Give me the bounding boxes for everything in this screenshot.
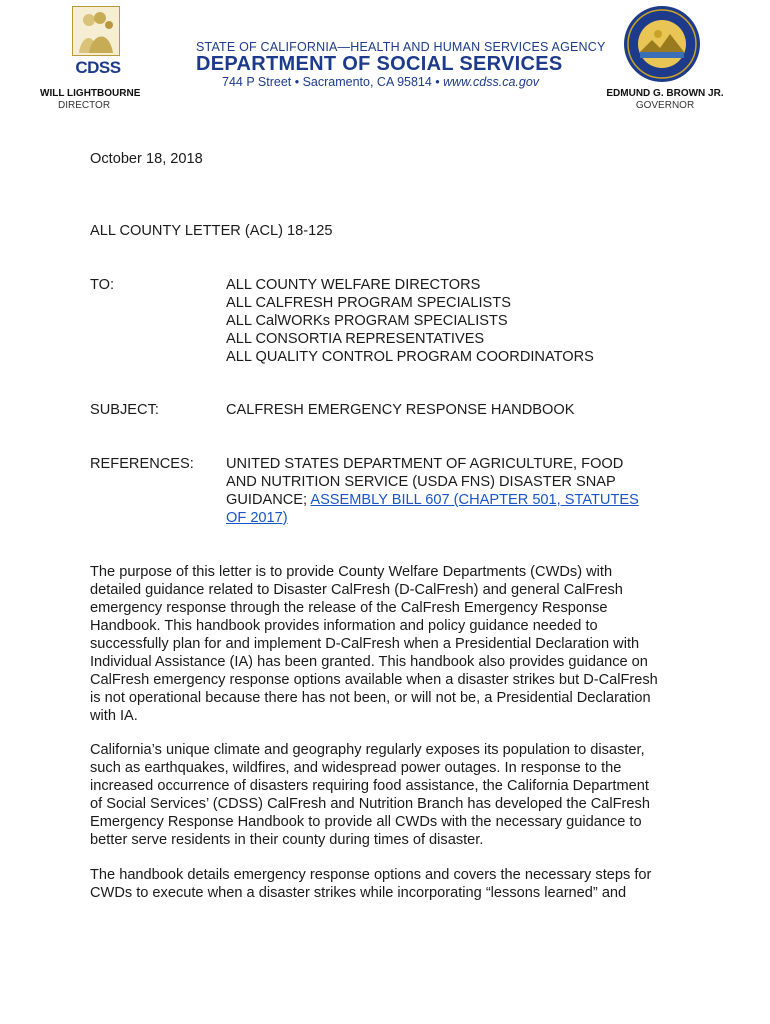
- assembly-bill-link-continued[interactable]: OF 2017): [226, 510, 288, 526]
- paragraph-line: Handbook. This handbook provides information and policy guidance needed to: [90, 618, 598, 634]
- paragraph-line: The purpose of this letter is to provide County Welfare Departments (CWDs) with: [90, 564, 613, 580]
- recipient-item: ALL COUNTY WELFARE DIRECTORS: [226, 277, 481, 293]
- governor-title: GOVERNOR: [635, 100, 695, 111]
- recipient-item: ALL CalWORKs PROGRAM SPECIALISTS: [226, 313, 508, 329]
- paragraph-line: successfully plan for and implement D-CalFresh when a Presidential Declaration with: [90, 636, 640, 652]
- paragraph-line: California’s unique climate and geography regularly exposes its population to disaster,: [90, 742, 645, 758]
- recipient-item: ALL QUALITY CONTROL PROGRAM COORDINATORS: [226, 349, 594, 365]
- paragraph-climate: [90, 741, 690, 849]
- paragraph-line: is not operational because there has not been, or will not be, a Presidential Declaration: [90, 690, 651, 706]
- department-name: DEPARTMENT OF SOCIAL SERVICES: [196, 53, 563, 75]
- to-label: TO:: [90, 277, 115, 293]
- recipient-list: [226, 276, 594, 366]
- reference-line: [226, 491, 639, 509]
- reference-plain-text: GUIDANCE;: [226, 492, 311, 508]
- subject-text: CALFRESH EMERGENCY RESPONSE HANDBOOK: [226, 402, 575, 418]
- cdss-logo-text: CDSS: [75, 58, 121, 77]
- paragraph-line: Emergency Response Handbook to provide all CWDs with the necessary guidance to: [90, 814, 642, 830]
- paragraph-line: detailed guidance related to Disaster CalFresh (D-CalFresh) and general CalFresh: [90, 582, 623, 598]
- references-text: [226, 455, 639, 527]
- recipient-item: ALL CONSORTIA REPRESENTATIVES: [226, 331, 485, 347]
- letter-date: October 18, 2018: [90, 151, 203, 167]
- reference-line: UNITED STATES DEPARTMENT OF AGRICULTURE, FOOD: [226, 456, 624, 472]
- state-seal-icon: [622, 4, 702, 84]
- paragraph-line: emergency response through the release of the CalFresh Emergency Response: [90, 600, 608, 616]
- paragraph-line: CalFresh emergency response options available when a disaster strikes but D-CalFresh: [90, 672, 658, 688]
- paragraph-line: of Social Services’ (CDSS) CalFresh and Nutrition Branch has developed the CalFresh: [90, 796, 650, 812]
- reference-line: [226, 509, 639, 527]
- paragraph-line: CWDs to execute when a disaster strikes while incorporating “lessons learned” and: [90, 885, 627, 901]
- department-address: [222, 75, 539, 89]
- paragraph-line: The handbook details emergency response options and covers the necessary steps for: [90, 867, 652, 883]
- reference-line: AND NUTRITION SERVICE (USDA FNS) DISASTER SNAP: [226, 474, 616, 490]
- letter-number: ALL COUNTY LETTER (ACL) 18-125: [90, 223, 333, 239]
- website-text: www.cdss.ca.gov: [443, 75, 540, 89]
- agency-name: STATE OF CALIFORNIA—HEALTH AND HUMAN SERVICES AGENCY: [196, 40, 606, 54]
- subject-label: SUBJECT:: [90, 402, 159, 418]
- cdss-logo: [72, 6, 124, 82]
- director-name: WILL LIGHTBOURNE: [40, 88, 141, 99]
- paragraph-purpose: [90, 563, 690, 725]
- recipient-item: ALL CALFRESH PROGRAM SPECIALISTS: [226, 295, 511, 311]
- paragraph-line: better serve residents in their county during times of disaster.: [90, 832, 484, 848]
- paragraph-line: Individual Assistance (IA) has been granted. This handbook also provides guidance on: [90, 654, 648, 670]
- paragraph-line: such as earthquakes, wildfires, and widespread power outages. In response to the: [90, 760, 622, 776]
- address-text: 744 P Street • Sacramento, CA 95814 •: [222, 75, 444, 89]
- references-label: REFERENCES:: [90, 456, 194, 472]
- director-title: DIRECTOR: [58, 100, 111, 111]
- governor-name: EDMUND G. BROWN JR.: [606, 88, 724, 99]
- paragraph-handbook: [90, 866, 690, 902]
- assembly-bill-link[interactable]: ASSEMBLY BILL 607 (CHAPTER 501, STATUTES: [310, 492, 639, 508]
- cdss-logo-icon: [72, 6, 120, 56]
- paragraph-line: increased occurrence of disasters requiring food assistance, the California Department: [90, 778, 649, 794]
- paragraph-line: with IA.: [90, 708, 138, 724]
